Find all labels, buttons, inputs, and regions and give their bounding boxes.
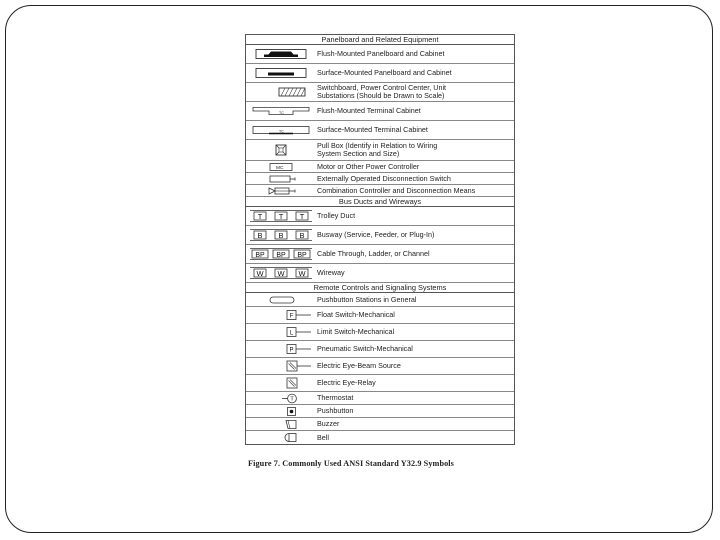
trolley-letter: T [299,212,304,221]
row-label: Limit Switch-Mechanical [317,327,395,336]
section-header-panelboard [246,35,514,45]
buzzer-symbol [246,418,315,430]
row-label: Flush-Mounted Panelboard and Cabinet [317,49,445,58]
row-label: Trolley Duct [317,211,356,220]
pneumatic-letter: P [288,347,294,354]
table-row [246,64,514,83]
eye-beam-symbol [246,358,315,374]
busway-letter: B [298,231,305,240]
row-label: Externally Operated Disconnection Switch [317,173,451,183]
cable-through-symbol [246,245,315,263]
limit-switch-symbol [246,324,315,340]
section-header-label: Remote Controls and Signaling Systems [313,283,447,292]
table-row [246,121,514,140]
table-row [246,161,514,173]
table-row [246,324,514,341]
row-label: Thermostat [317,393,354,402]
symbols-table [245,34,515,445]
trolley-duct-symbol [246,207,315,225]
bell-symbol [246,431,315,444]
busway-symbol [246,226,315,244]
limit-letter: L [289,330,293,337]
cable-letters: BP [254,252,265,259]
table-row [246,418,514,431]
section-header-bus [246,197,514,207]
surface-panelboard-symbol [246,64,315,82]
table-row [246,226,514,245]
motor-controller-symbol [246,161,315,172]
row-label: Electric Eye-Relay [317,378,376,387]
row-label: Substations (Should be Drawn to Scale) [317,91,445,100]
pneumatic-switch-symbol [246,341,315,357]
row-label: Switchboard, Power Control Center, Unit [317,83,447,92]
flush-panelboard-symbol [246,45,315,63]
tc-label: TC [278,111,284,115]
eye-relay-symbol [246,375,315,391]
row-label: Wireway [317,268,345,277]
table-row [246,245,514,264]
table-row [246,173,514,185]
row-label: Busway (Service, Feeder, or Plug-In) [317,230,435,239]
row-label: Electric Eye-Beam Source [317,361,401,370]
row-label: Combination Controller and Disconnection Means [317,185,476,195]
table-row [246,431,514,444]
row-label: Float Switch-Mechanical [317,310,395,319]
pull-box-symbol [246,140,315,160]
table-row [246,45,514,64]
cable-letters: BP [296,252,307,259]
trolley-letter: T [257,212,262,221]
table-row [246,307,514,324]
table-row [246,207,514,226]
combination-controller-symbol [246,185,315,196]
table-row [246,185,514,197]
table-row [246,405,514,418]
section-header-label: Panelboard and Related Equipment [321,35,439,44]
row-label: Pull Box (Identify in Relation to Wiring [317,141,438,150]
row-label: Buzzer [317,419,340,428]
table-row [246,341,514,358]
row-label: Pushbutton Stations in General [317,294,417,304]
switchboard-symbol [246,83,315,101]
table-row [246,264,514,283]
wireway-letter: W [276,269,285,278]
table-row [246,102,514,121]
wireway-symbol [246,264,315,282]
thermostat-letter: T [289,396,294,403]
wireway-letter: W [255,269,264,278]
row-label-block [315,84,446,100]
row-label: Pneumatic Switch-Mechanical [317,344,413,353]
row-label: Bell [317,432,329,442]
section-header-label: Bus Ducts and Wireways [338,197,422,206]
thermostat-symbol [246,392,315,404]
table-row [246,358,514,375]
row-label: Motor or Other Power Controller [317,161,420,171]
flush-terminal-cabinet-symbol [246,102,315,120]
mc-label: MC [275,165,283,171]
busway-letter: B [277,231,284,240]
table-row [246,140,514,161]
float-letter: F [289,313,293,320]
row-label: Cable Through, Ladder, or Channel [317,249,430,258]
pushbutton-station-symbol [246,293,315,306]
row-label: Surface-Mounted Terminal Cabinet [317,125,428,134]
table-row [246,392,514,405]
surface-terminal-cabinet-symbol [246,121,315,139]
tc-label: TC [278,129,284,134]
table-row [246,293,514,307]
row-label: Surface-Mounted Panelboard and Cabinet [317,68,452,77]
table-row [246,375,514,392]
trolley-letter: T [278,212,283,221]
row-label: System Section and Size) [317,149,400,158]
row-label-block [315,142,437,158]
float-switch-symbol [246,307,315,323]
wireway-letter: W [297,269,306,278]
section-header-remote [246,283,514,293]
cable-letters: BP [275,252,286,259]
disconnect-switch-symbol [246,173,315,184]
figure-caption: Figure 7. Commonly Used ANSI Standard Y32.9 Symbols [248,459,454,468]
row-label: Flush-Mounted Terminal Cabinet [317,106,421,115]
table-row [246,83,514,102]
pushbutton-symbol [246,405,315,417]
busway-letter: B [256,231,263,240]
row-label: Pushbutton [317,406,354,415]
